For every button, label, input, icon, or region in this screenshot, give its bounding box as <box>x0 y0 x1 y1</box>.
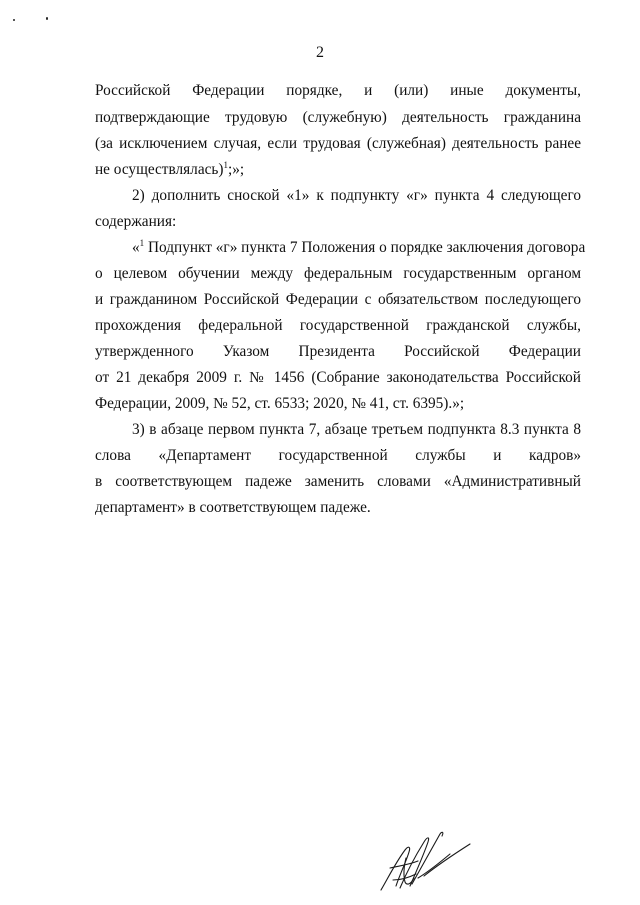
footnote-marker: 1 <box>139 238 145 248</box>
text-line: (за исключением случая, если трудовая (служебная) деятельность ранее <box>95 135 581 152</box>
text-line: департамент» в соответствующем падеже. <box>95 499 371 516</box>
scan-speck <box>13 19 15 21</box>
text-fragment: Подпункт «г» пункта 7 Положения о порядке заключения договора <box>144 239 586 256</box>
text-line <box>132 238 586 257</box>
text-line: содержания: <box>95 213 177 230</box>
footnote-marker: 1 <box>223 160 228 170</box>
text-line: о целевом обучении между федеральным государственным органом <box>95 265 581 282</box>
page-number: 2 <box>316 44 324 61</box>
text-line: в соответствующем падеже заменить словами «Административный <box>95 473 581 490</box>
text-line: 3) в абзаце первом пункта 7, абзаце третьем подпункта 8.3 пункта 8 <box>132 421 581 438</box>
text-line: 2) дополнить сноской «1» к подпункту «г» пункта 4 следующего <box>132 187 581 204</box>
scan-speck <box>46 17 48 20</box>
text-line <box>95 161 581 179</box>
text-line: Федерации, 2009, № 52, ст. 6533; 2020, № 41, ст. 6395).»; <box>95 395 465 412</box>
text-line: утвержденного Указом Президента Российской Федерации <box>95 343 581 360</box>
text-line: подтверждающие трудовую (служебную) деятельность гражданина <box>95 109 581 126</box>
handwritten-signature <box>378 828 474 894</box>
text-line: от 21 декабря 2009 г. № 1456 (Собрание законодательства Российской <box>95 369 581 386</box>
text-fragment: не осуществлялась) <box>95 161 224 178</box>
text-line: слова «Департамент государственной службы и кадров» <box>95 447 581 464</box>
text-fragment: « <box>132 239 140 256</box>
text-fragment: ;»; <box>227 161 245 178</box>
text-line: Российской Федерации порядке, и (или) иные документы, <box>95 82 581 99</box>
text-line: и гражданином Российской Федерации с обязательством последующего <box>95 291 581 308</box>
text-line: прохождения федеральной государственной гражданской службы, <box>95 317 581 334</box>
